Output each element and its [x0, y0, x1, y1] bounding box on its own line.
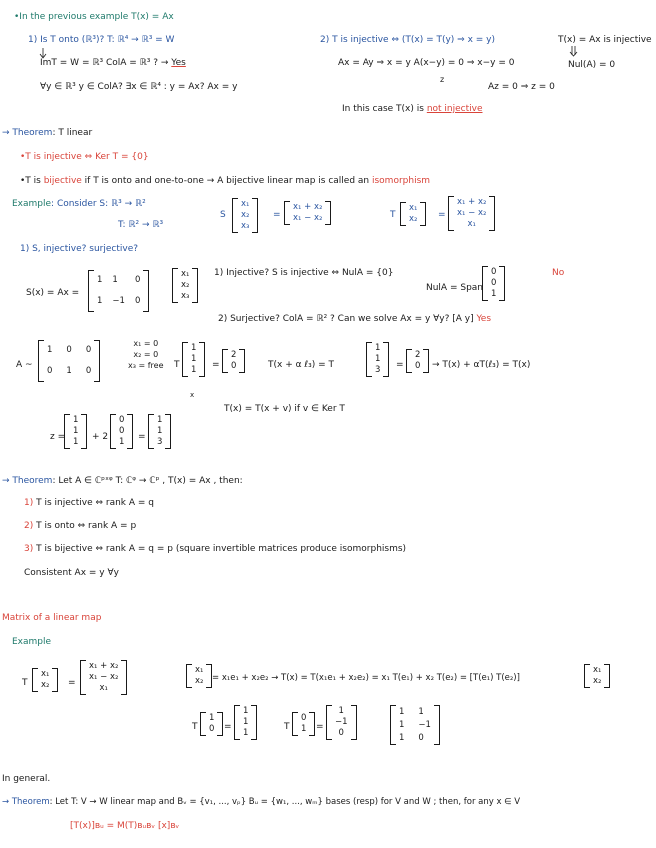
consistent-note: Consistent Ax = y ∀y	[24, 568, 119, 578]
q1-yes: Yes	[171, 58, 186, 68]
intro-line: •In the previous example T(x) = Ax	[14, 12, 174, 22]
injective-answer: No	[552, 268, 565, 278]
t-vec2-eq: =	[396, 360, 404, 370]
z-vec-3: 1 1 3	[148, 414, 171, 449]
surjective-answer: Yes	[476, 314, 492, 324]
theorem2-i1-num: 1)	[24, 498, 34, 508]
q1-line2-text: ImT = W = ℝ³ ColA = ℝ³ ? →	[40, 58, 172, 68]
sx-label: S(x) = Ax =	[26, 288, 80, 298]
theorem2-i2-text: T is onto ⇔ rank A = p	[33, 521, 137, 531]
double-down-arrow-icon	[570, 46, 578, 58]
t-vec-111: 1 1 1	[182, 342, 205, 377]
reduced-lhs: A ~	[16, 360, 33, 370]
theorem3-text: : Let T: V → W linear map and Bᵥ = {v₁, ..., vₚ} Bᵤ = {w₁, ..., wₘ} bases (resp) for V and W ; then, for any x ∈ V	[49, 797, 521, 807]
t-input-vector: x₁ x₂	[400, 202, 426, 226]
s-output-vector: x₁ + x₂ x₁ − x₂	[284, 201, 331, 225]
q2-conclusion-text: In this case T(x) is	[342, 104, 427, 114]
surjective-text: 2) Surjective? ColA = ℝ² ? Can we solve Ax = y ∀y? [A y]	[218, 314, 477, 324]
z-plus: + 2	[92, 432, 109, 442]
injective-question: 1) Injective? S is injective ⇔ NulA = {0}	[214, 268, 394, 278]
txa-end: → T(x) + αT(ℓ₃) = T(x)	[432, 360, 531, 370]
s-lhs: S	[220, 210, 226, 220]
example1-label: Example	[12, 199, 52, 209]
theorem1-b2-mid: if T is onto and one-to-one → A bijective linear map is called an	[81, 176, 372, 186]
te1-output: 1 1 1	[234, 705, 257, 740]
ms-t-lhs: T	[22, 678, 28, 688]
z-vec-2: 0 0 1	[110, 414, 133, 449]
z-vec-1: 1 1 1	[64, 414, 87, 449]
te1-eq: =	[224, 722, 232, 732]
matrix-section-example: Example	[12, 637, 52, 647]
theorem1-line	[2, 128, 92, 139]
t-vec-out: 2 0	[222, 349, 245, 373]
theorem1-b2-bijective: bijective	[43, 176, 82, 186]
example1-line	[12, 199, 146, 210]
q2-line2: Ax = Ay ⇒ x = y A(x−y) = 0 ⇒ x−y = 0	[338, 58, 515, 68]
q2-title: 2) T is injective ⇔ (T(x) = T(y) ⇒ x = y)	[320, 35, 496, 45]
theorem2-item2	[24, 521, 136, 532]
t-vec-eq: =	[212, 360, 220, 370]
reduced-matrix: 1 0 0 0 1 0	[38, 340, 100, 382]
theorem2-heading: → Theorem	[2, 476, 53, 486]
ms-t-eq: =	[68, 678, 76, 688]
free-variables: x₁ = 0 x₂ = 0 x₃ = free	[128, 339, 164, 370]
theorem2-item1	[24, 498, 154, 509]
te1-label: T	[192, 722, 198, 732]
te2-label: T	[284, 722, 290, 732]
matrix-section-heading: Matrix of a linear map	[2, 613, 102, 623]
theorem2-item3	[24, 544, 406, 555]
te2-output: 1 −1 0	[326, 705, 357, 740]
theorem2-line	[2, 476, 243, 487]
ms-matrix-m: 1 1 1 −1 1 0	[390, 705, 440, 745]
t-lhs: T	[390, 210, 396, 220]
theorem1-b2-isomorphism: isomorphism	[371, 176, 431, 186]
te1-input: 1 0	[200, 712, 223, 736]
in-general-label: In general.	[2, 774, 51, 784]
example1-consider: : Consider S: ℝ³ → ℝ²	[51, 199, 146, 209]
q2-null: Nul(A) = 0	[568, 60, 616, 70]
theorem3-formula: [T(x)]ʙᵤ = M(T)ʙᵤʙᵥ [x]ʙᵥ	[70, 821, 180, 831]
matrix-a: 1 1 0 1 −1 0	[88, 270, 149, 312]
nul-span: NulA = Span	[426, 283, 484, 293]
q2-not-injective: not injective	[426, 104, 483, 114]
example1-question: 1) S, injective? surjective?	[20, 244, 139, 254]
ms-x-vector: x₁ x₂	[186, 664, 212, 688]
q2-line3: Az = 0 ⇒ z = 0	[488, 82, 555, 92]
s-eq: =	[273, 210, 281, 220]
t-of-label: T	[174, 360, 180, 370]
te2-eq: =	[316, 722, 324, 732]
q2-conclusion	[342, 104, 483, 115]
theorem3-heading: → Theorem	[2, 797, 50, 807]
t-output-vector: x₁ + x₂ x₁ − x₂ x₁	[448, 196, 495, 231]
z-lhs: z =	[50, 432, 66, 442]
theorem1-text: : T linear	[52, 128, 93, 138]
q1-line2	[40, 58, 186, 69]
ms-x-vector-2: x₁ x₂	[584, 664, 610, 688]
q1-line3: ∀y ∈ ℝ³ y ∈ ColA? ∃x ∈ ℝ⁴ : y = Ax? Ax = y	[40, 82, 238, 92]
kernel-note: T(x) = T(x + v) if v ∈ Ker T	[224, 404, 345, 414]
theorem2-text: : Let A ∈ ℂᵖˣᵠ T: ℂᵠ → ℂᵖ , T(x) = Ax , then:	[52, 476, 243, 486]
theorem2-i3-num: 3)	[24, 544, 34, 554]
nul-vector: 0 0 1	[482, 266, 505, 301]
t-vec2-out: 2 0	[406, 349, 429, 373]
theorem1-bullet2	[20, 176, 430, 187]
q1-title: 1) Is T onto (ℝ³)? T: ℝ⁴ → ℝ³ = W	[28, 35, 175, 45]
ms-t-output: x₁ + x₂ x₁ − x₂ x₁	[80, 660, 127, 695]
s-input-vector: x₁ x₂ x₃	[232, 198, 258, 233]
ms-t-input: x₁ x₂	[32, 668, 58, 692]
theorem3-line	[2, 797, 520, 808]
x-vector: x₁ x₂ x₃	[172, 268, 198, 303]
theorem2-i3-text: T is bijective ⇔ rank A = q = p (square invertible matrices produce isomorphisms)	[33, 544, 407, 554]
t-vec-113: 1 1 3	[366, 342, 389, 377]
example1-t-map: T: ℝ² → ℝ³	[118, 220, 164, 230]
te2-input: 0 1	[292, 712, 315, 736]
surjective-line	[218, 314, 491, 325]
z-eq: =	[138, 432, 146, 442]
theorem1-heading: → Theorem	[2, 128, 53, 138]
txa-label: T(x + α ℓ₃) = T	[268, 360, 334, 370]
q2-z-label: z	[440, 75, 445, 84]
x-mark: x	[190, 391, 195, 399]
theorem1-bullet1: •T is injective ⇔ Ker T = {0}	[20, 152, 149, 162]
theorem1-b2-pre: •T is	[20, 176, 44, 186]
down-arrow-icon	[40, 48, 48, 60]
q2-side-note: T(x) = Ax is injective	[558, 35, 652, 45]
t-eq: =	[438, 210, 446, 220]
theorem2-i2-num: 2)	[24, 521, 34, 531]
ms-expansion: = x₁e₁ + x₂e₂ → T(x) = T(x₁e₁ + x₂e₂) = x₁ T(e₁) + x₂ T(e₂) = [T(e₁) T(e₂)]	[212, 673, 520, 683]
theorem2-i1-text: T is injective ⇔ rank A = q	[33, 498, 154, 508]
